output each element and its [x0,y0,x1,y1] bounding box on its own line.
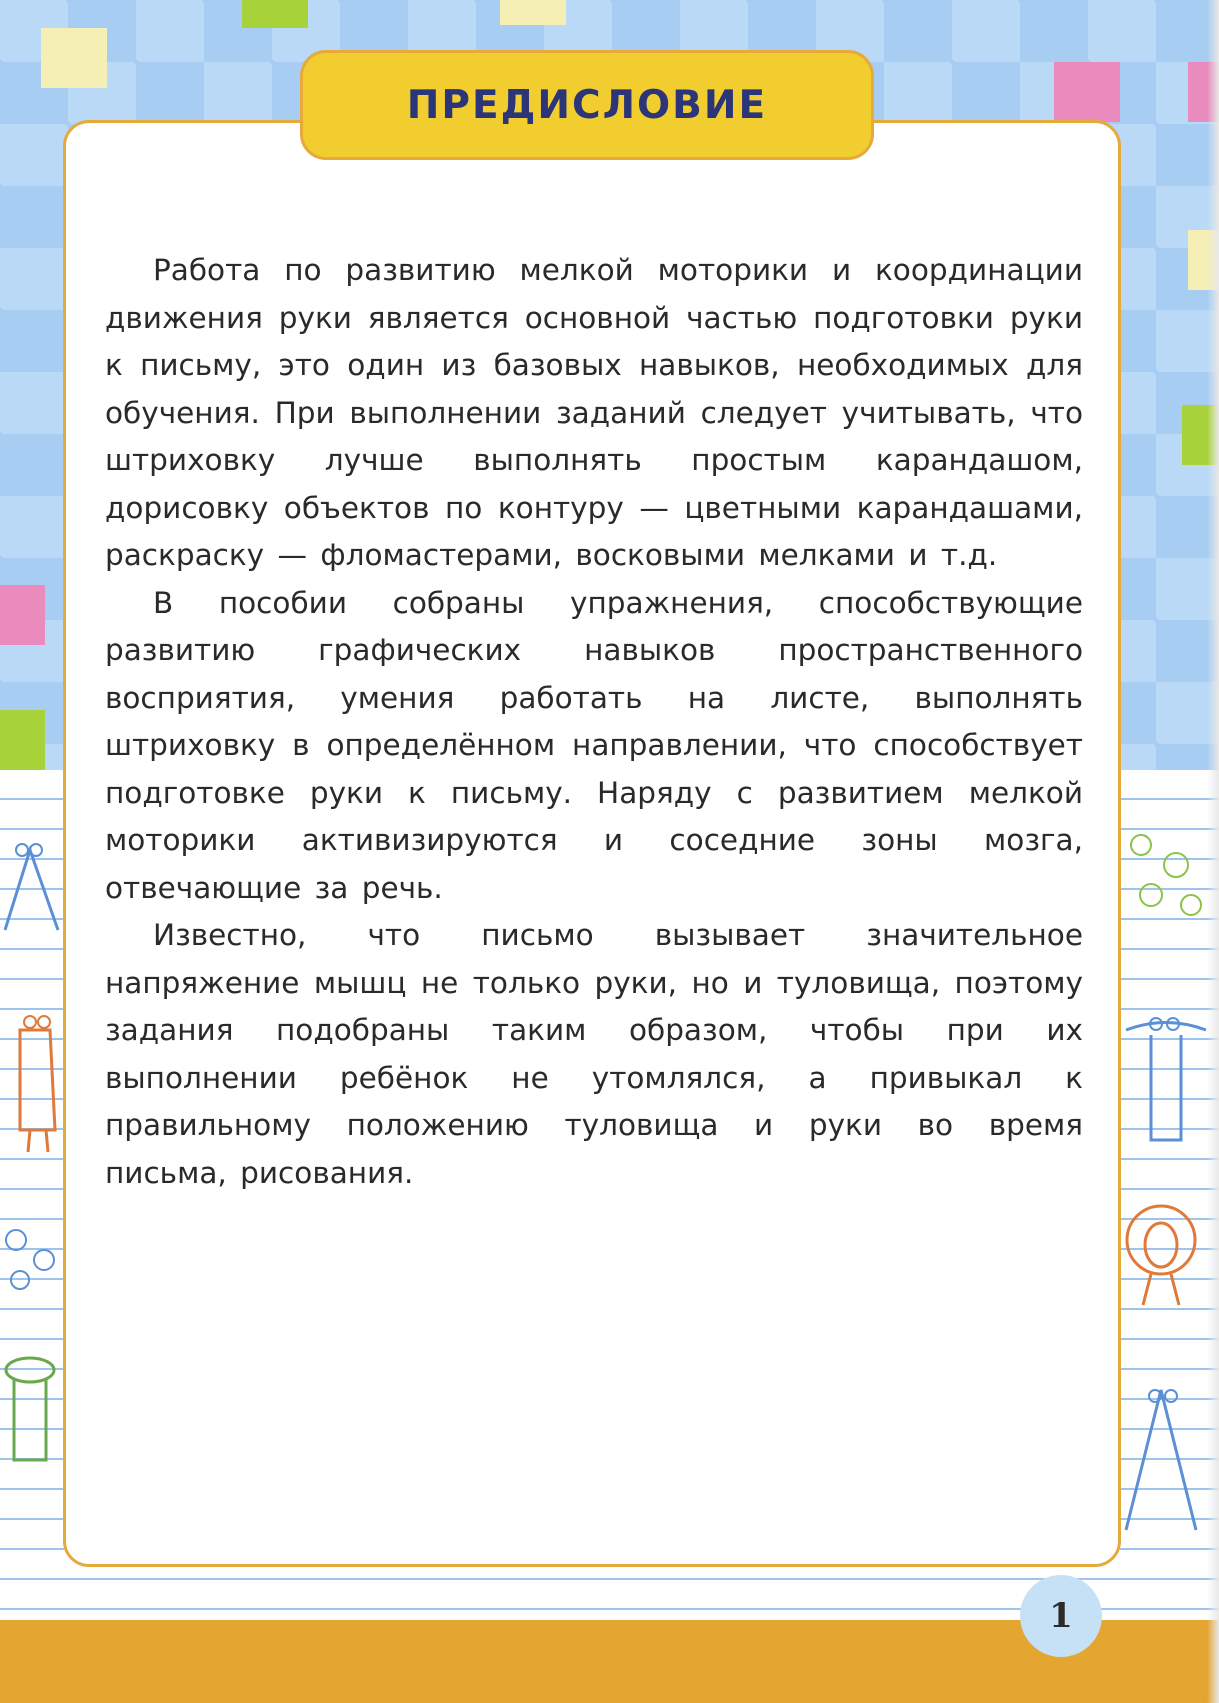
decor-square-pink [0,585,45,645]
decor-square-green [0,710,45,770]
letter-t-character-icon [1121,1010,1211,1170]
decor-square-pink [1054,62,1120,122]
letter-o-character-icon [1121,1180,1211,1320]
paragraph: Известно, что письмо вызывает значительное напряжение мышц не только руки, но и туловища, поэтому задания подобраны таким образом, чтобы при их выполнении ребёнок не утомлялся, а привыкал к правильному положению туловища и руки во время письма, рисования. [105,918,1083,1190]
frog-character-icon [0,1350,62,1470]
letter-a-character-icon [1121,1370,1211,1550]
decor-square-yellow [41,28,107,88]
flowers-doodle-icon [1121,815,1211,925]
title-tab [300,50,874,160]
page-edge-shadow [1207,0,1219,1703]
decor-square-yellow [500,0,566,25]
page-number-badge [1020,1575,1102,1657]
preface-body [105,247,1083,1197]
decor-square-green [242,0,308,28]
paragraph: Работа по развитию мелкой моторики и координации движения руки является основной частью подготовки руки к письму, это один из базовых навыков, необходимых для обучения. При выполнении заданий следует учитывать, что штриховку лучше выполнять простым карандашом, дорисовку объектов по контуру — цветными карандашами, раскраску — фломастерами, восковыми мелками и т.д. [105,253,1083,572]
page-number: 1 [1049,1596,1073,1636]
letter-a-character-icon [0,820,62,940]
page-title: ПРЕДИСЛОВИЕ [406,82,768,128]
flowers-doodle-icon [0,1200,62,1300]
paragraph: В пособии собраны упражнения, способствующие развитию графических навыков пространственного восприятия, умения работать на листе, выполнять штриховку в определённом направлении, что способствует подготовке руки к письму. Наряду с развитием мелкой моторики активизируются и соседние зоны мозга, отвечающие за речь. [105,585,1083,905]
letter-character-orange-icon [0,1000,62,1160]
